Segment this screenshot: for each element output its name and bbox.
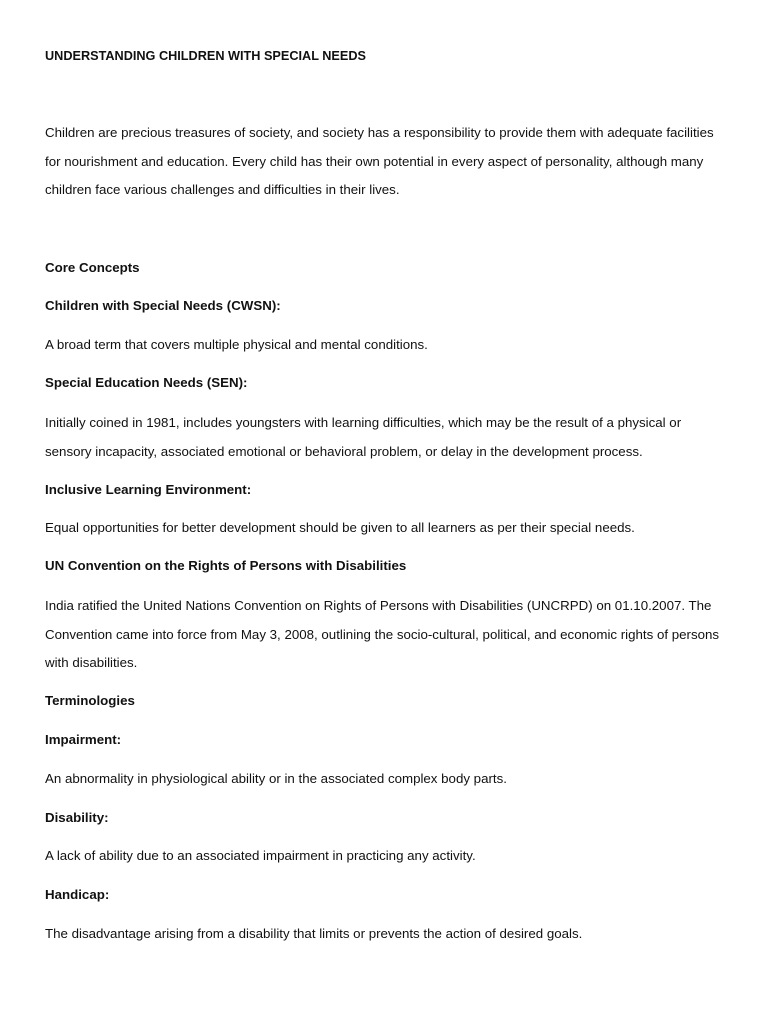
cwsn-heading: Children with Special Needs (CWSN): <box>45 298 281 313</box>
document-title: UNDERSTANDING CHILDREN WITH SPECIAL NEEDS <box>45 49 366 63</box>
handicap-definition: The disadvantage arising from a disability that limits or prevents the action of desired goals. <box>45 926 583 941</box>
intro-paragraph: Children are precious treasures of society, and society has a responsibility to provide them with adequate facilities for nourishment and education. Every child has their own potential in every aspect of personality, although many children face various challenges and difficulties in their lives. <box>45 125 714 197</box>
core-concepts-heading: Core Concepts <box>45 260 140 275</box>
uncrpd-heading: UN Convention on the Rights of Persons with Disabilities <box>45 558 407 573</box>
inclusive-definition: Equal opportunities for better development should be given to all learners as per their special needs. <box>45 520 635 535</box>
disability-definition: A lack of ability due to an associated impairment in practicing any activity. <box>45 848 476 863</box>
cwsn-definition: A broad term that covers multiple physical and mental conditions. <box>45 337 428 352</box>
impairment-heading: Impairment: <box>45 732 122 747</box>
impairment-definition: An abnormality in physiological ability or in the associated complex body parts. <box>45 771 507 786</box>
sen-heading: Special Education Needs (SEN): <box>45 375 248 390</box>
handicap-heading: Handicap: <box>45 887 110 902</box>
disability-heading: Disability: <box>45 810 109 825</box>
terminologies-heading: Terminologies <box>45 693 135 708</box>
inclusive-heading: Inclusive Learning Environment: <box>45 482 252 497</box>
uncrpd-paragraph: India ratified the United Nations Convention on Rights of Persons with Disabilities (UNCRPD) on 01.10.2007. The Convention came into force from May 3, 2008, outlining the socio-cultural, political, and economic rights of persons with disabilities. <box>45 598 720 670</box>
sen-definition: Initially coined in 1981, includes youngsters with learning difficulties, which may be the result of a physical or sensory incapacity, associated emotional or behavioral problem, or delay in the development process. <box>45 415 682 459</box>
